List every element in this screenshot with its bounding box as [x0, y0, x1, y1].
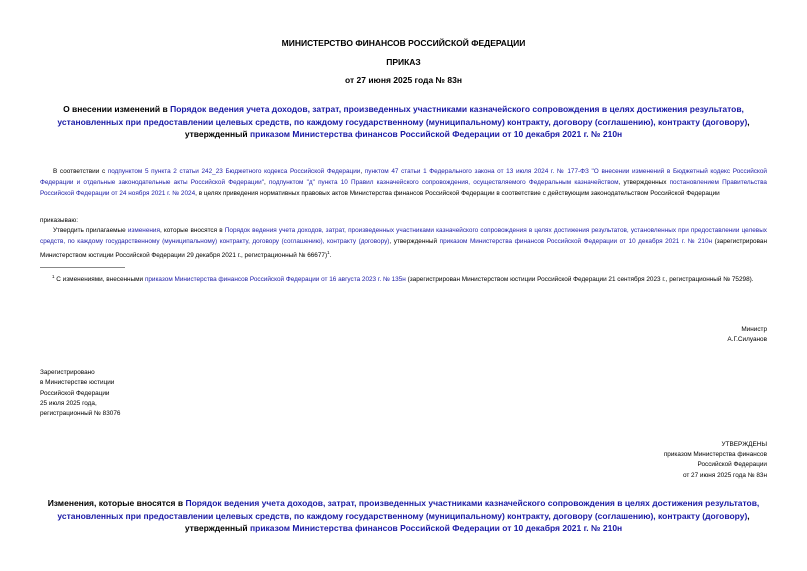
registration-line: Зарегистрировано — [40, 369, 95, 376]
approve-paragraph — [40, 226, 767, 262]
approve-text: . — [329, 251, 332, 259]
government-decree-link[interactable]: постановлением Правительства Российской Федерации от 24 ноября 2021 г. № 2024 — [40, 178, 767, 197]
approve-text: , утвержденный — [389, 237, 440, 245]
title-prefix: О внесении изменений в — [63, 104, 171, 114]
doc-type-heading: ПРИКАЗ — [386, 57, 421, 67]
procedure-link[interactable]: Порядок ведения учета доходов, затрат, произведенных участниками казначейского сопровождения в целях достижения результатов, установленных при предоставлении целевых средств, по каждому государственному (муниципальному) контракту, договору (соглашению), контракту (договору) — [40, 227, 767, 245]
preamble-paragraph — [40, 167, 767, 199]
signature-name: А.Г.Силуанов — [727, 336, 767, 343]
approved-line: приказом Министерства финансов — [663, 451, 767, 459]
changes-procedure-link[interactable]: Порядок ведения учета доходов, затрат, произведенных участниками казначейского сопровождения в целях достижения результатов, установленных при предоставлении целевых средств, по каждому государственному (муниципальному) контракту, договору (соглашению), контракту (договору) — [57, 498, 760, 521]
changes-link[interactable]: изменения — [127, 227, 160, 234]
footnote-ref[interactable]: 1 — [327, 249, 330, 255]
registration-line: в Министерстве юстиции — [40, 379, 115, 387]
order-210n-link[interactable]: приказом Министерства финансов Российской Федерации от 10 декабря 2021 г. № 210н — [439, 237, 713, 245]
preamble-text: , — [360, 168, 365, 175]
budget-code-link[interactable]: подпунктом 5 пункта 2 статьи 242_23 Бюджетного кодекса Российской Федерации — [107, 168, 361, 175]
approved-block — [664, 440, 767, 481]
signature-position: Министр — [741, 326, 767, 333]
footnote-text: (зарегистрирован Министерством юстиции Российской Федерации 21 сентября 2023 г., регистрационный № 75298). — [405, 276, 754, 284]
treasury-rules-link[interactable]: подпунктом "д" пункта 10 Правил казначейского сопровождения, осуществляемого Федеральным казначейством — [268, 178, 619, 186]
changes-title-prefix: Изменения, которые вносятся в — [47, 498, 186, 508]
order-135n-link[interactable]: приказом Министерства финансов Российской Федерации от 16 августа 2023 г. № 135н — [144, 276, 406, 284]
changes-order-210n-link[interactable]: приказом Министерства финансов Российской Федерации от 10 декабря 2021 г. № 210н — [250, 523, 623, 533]
order-title — [30, 103, 777, 141]
approve-text: (зарегистрирован Министерством юстиции Российской Федерации 29 декабря 2021 г., регистрационный № 66677) — [40, 237, 767, 259]
approved-line: Российской Федерации — [697, 461, 767, 469]
preamble-text: В соответствии с — [53, 168, 108, 175]
federal-law-link[interactable]: пунктом 47 статьи 1 Федерального закона от 13 июля 2024 г. № 177-ФЗ "О внесении изменений в Бюджетный кодекс Российской Федерации и отдельные законодательные акты Российской Федерации" — [40, 168, 767, 186]
registration-line: Российской Федерации — [40, 389, 110, 397]
registration-line: регистрационный № 83076 — [40, 410, 121, 418]
footnote-divider — [40, 267, 125, 268]
registration-block — [40, 368, 120, 419]
footnote-marker: 1 — [52, 274, 55, 279]
footnote — [52, 271, 767, 285]
approve-text: , которые вносятся в — [159, 227, 225, 234]
approved-line: от 27 июня 2025 года № 83н — [682, 471, 767, 479]
preamble-text: , в целях приведения нормативных правовых актов Министерства финансов Российской Федерации в соответствие с действующим законодательством Российской Федерации — [195, 189, 720, 197]
signature-block — [727, 325, 767, 345]
footnote-text: С изменениями, внесенными — [54, 276, 145, 284]
preamble-text: , — [263, 178, 269, 186]
changes-title — [30, 497, 777, 535]
approve-text: Утвердить прилагаемые — [53, 227, 128, 234]
doc-date-number: от 27 июня 2025 года № 83н — [345, 75, 462, 85]
preamble-text: , утвержденных — [618, 178, 670, 186]
title-middle: , утвержденный — [184, 116, 750, 139]
changes-title-middle: , утвержденный — [184, 510, 750, 533]
title-order-210n-link[interactable]: приказом Министерства финансов Российской Федерации от 10 декабря 2021 г. № 210н — [250, 129, 623, 139]
approved-line: УТВЕРЖДЕНЫ — [721, 441, 767, 448]
order-word: приказываю: — [40, 217, 78, 224]
ministry-heading: МИНИСТЕРСТВО ФИНАНСОВ РОССИЙСКОЙ ФЕДЕРАЦИИ — [281, 38, 526, 48]
title-procedure-link[interactable]: Порядок ведения учета доходов, затрат, произведенных участниками казначейского сопровождения в целях достижения результатов, установленных при предоставлении целевых средств, по каждому государственному (муниципальному) контракту, договору (соглашению), контракту (договору) — [57, 104, 748, 127]
registration-line: 25 июля 2025 года, — [40, 399, 97, 407]
